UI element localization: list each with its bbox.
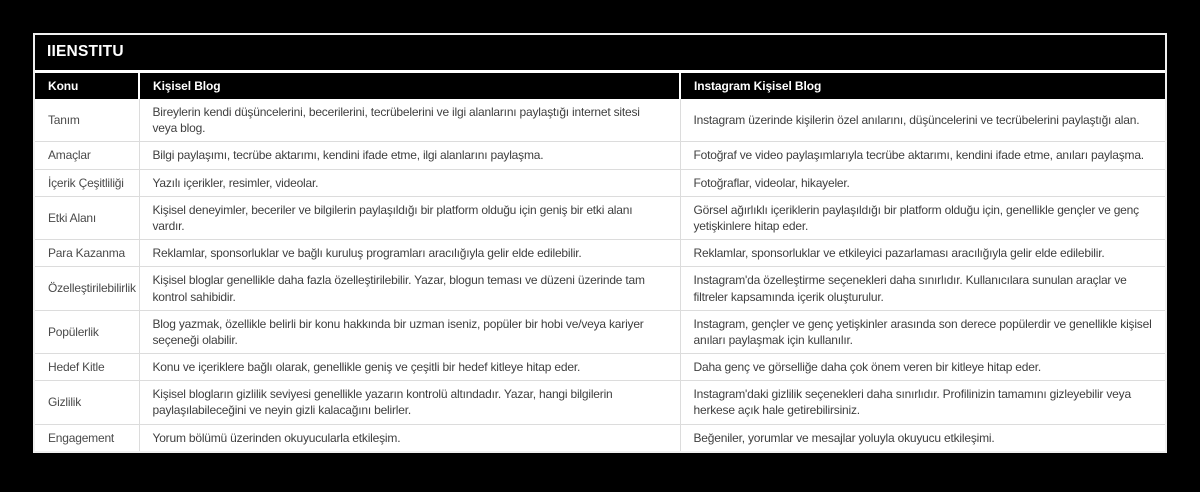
table-row-tanim	[35, 99, 1165, 142]
brand-title: IIENSTITU	[47, 43, 124, 60]
brand-header	[35, 35, 1165, 73]
personal-blog-cell: Konu ve içeriklere bağlı olarak, genellikle geniş ve çeşitli bir hedef kitleye hitap eder.	[139, 354, 680, 381]
instagram-blog-cell: Görsel ağırlıklı içeriklerin paylaşıldığı bir platform olduğu için, genellikle gençler ve genç yetişkinlere hitap eder.	[680, 196, 1165, 239]
row-label: Özelleştirilebilirlik	[35, 267, 139, 310]
row-label: Tanım	[35, 99, 139, 142]
row-label: Hedef Kitle	[35, 354, 139, 381]
row-label: Etki Alanı	[35, 196, 139, 239]
row-label: Popülerlik	[35, 310, 139, 353]
column-header-instagram-kisisel-blog: Instagram Kişisel Blog	[680, 73, 1165, 99]
table-row-engagement	[35, 424, 1165, 451]
column-header-kisisel-blog: Kişisel Blog	[139, 73, 680, 99]
comparison-card	[33, 33, 1167, 453]
instagram-blog-cell: Instagram'daki gizlilik seçenekleri daha sınırlıdır. Profilinizin tamamını gizleyebilir veya herkese açık hale getirebilirsiniz.	[680, 381, 1165, 424]
comparison-table	[35, 73, 1165, 451]
row-label: Para Kazanma	[35, 240, 139, 267]
row-label: İçerik Çeşitliliği	[35, 169, 139, 196]
row-label: Gizlilik	[35, 381, 139, 424]
personal-blog-cell: Blog yazmak, özellikle belirli bir konu hakkında bir uzman iseniz, popüler bir hobi ve/veya kariyer seçeneği olabilir.	[139, 310, 680, 353]
instagram-blog-cell: Fotoğraflar, videolar, hikayeler.	[680, 169, 1165, 196]
instagram-blog-cell: Beğeniler, yorumlar ve mesajlar yoluyla okuyucu etkileşimi.	[680, 424, 1165, 451]
personal-blog-cell: Bireylerin kendi düşüncelerini, becerilerini, tecrübelerini ve ilgi alanlarını paylaştığı internet sitesi veya blog.	[139, 99, 680, 142]
instagram-blog-cell: Instagram, gençler ve genç yetişkinler arasında son derece popülerdir ve genellikle kişisel anıları paylaşmak için kullanılır.	[680, 310, 1165, 353]
personal-blog-cell: Kişisel blogların gizlilik seviyesi genellikle yazarın kontrolü altındadır. Yazar, hangi bilgilerin paylaşılabileceğini ve neyin gizli kalacağını belirler.	[139, 381, 680, 424]
table-row-amaclar	[35, 142, 1165, 169]
table-row-icerik-cesitliligi	[35, 169, 1165, 196]
table-body	[35, 99, 1165, 451]
row-label: Amaçlar	[35, 142, 139, 169]
table-row-para-kazanma	[35, 240, 1165, 267]
instagram-blog-cell: Reklamlar, sponsorluklar ve etkileyici pazarlaması aracılığıyla gelir elde edilebilir.	[680, 240, 1165, 267]
instagram-blog-cell: Daha genç ve görselliğe daha çok önem veren bir kitleye hitap eder.	[680, 354, 1165, 381]
instagram-blog-cell: Instagram üzerinde kişilerin özel anılarını, düşüncelerini ve tecrübelerini paylaştığı alan.	[680, 99, 1165, 142]
personal-blog-cell: Yazılı içerikler, resimler, videolar.	[139, 169, 680, 196]
personal-blog-cell: Bilgi paylaşımı, tecrübe aktarımı, kendini ifade etme, ilgi alanlarını paylaşma.	[139, 142, 680, 169]
personal-blog-cell: Yorum bölümü üzerinden okuyucularla etkileşim.	[139, 424, 680, 451]
table-row-ozellestirilebilirlik	[35, 267, 1165, 310]
instagram-blog-cell: Fotoğraf ve video paylaşımlarıyla tecrübe aktarımı, kendini ifade etme, anıları paylaşma.	[680, 142, 1165, 169]
column-header-konu: Konu	[35, 73, 139, 99]
row-label: Engagement	[35, 424, 139, 451]
personal-blog-cell: Reklamlar, sponsorluklar ve bağlı kuruluş programları aracılığıyla gelir elde edilebilir.	[139, 240, 680, 267]
personal-blog-cell: Kişisel deneyimler, beceriler ve bilgilerin paylaşıldığı bir platform olduğu için geniş bir etki alanı vardır.	[139, 196, 680, 239]
table-row-gizlilik	[35, 381, 1165, 424]
instagram-blog-cell: Instagram'da özelleştirme seçenekleri daha sınırlıdır. Kullanıcılara sunulan araçlar ve filtreler kapsamında içerik oluşturulur.	[680, 267, 1165, 310]
table-row-etki-alani	[35, 196, 1165, 239]
table-row-populerlik	[35, 310, 1165, 353]
personal-blog-cell: Kişisel bloglar genellikle daha fazla özelleştirilebilir. Yazar, blogun teması ve düzeni üzerinde tam kontrol sahibidir.	[139, 267, 680, 310]
table-header-row	[35, 73, 1165, 99]
table-row-hedef-kitle	[35, 354, 1165, 381]
